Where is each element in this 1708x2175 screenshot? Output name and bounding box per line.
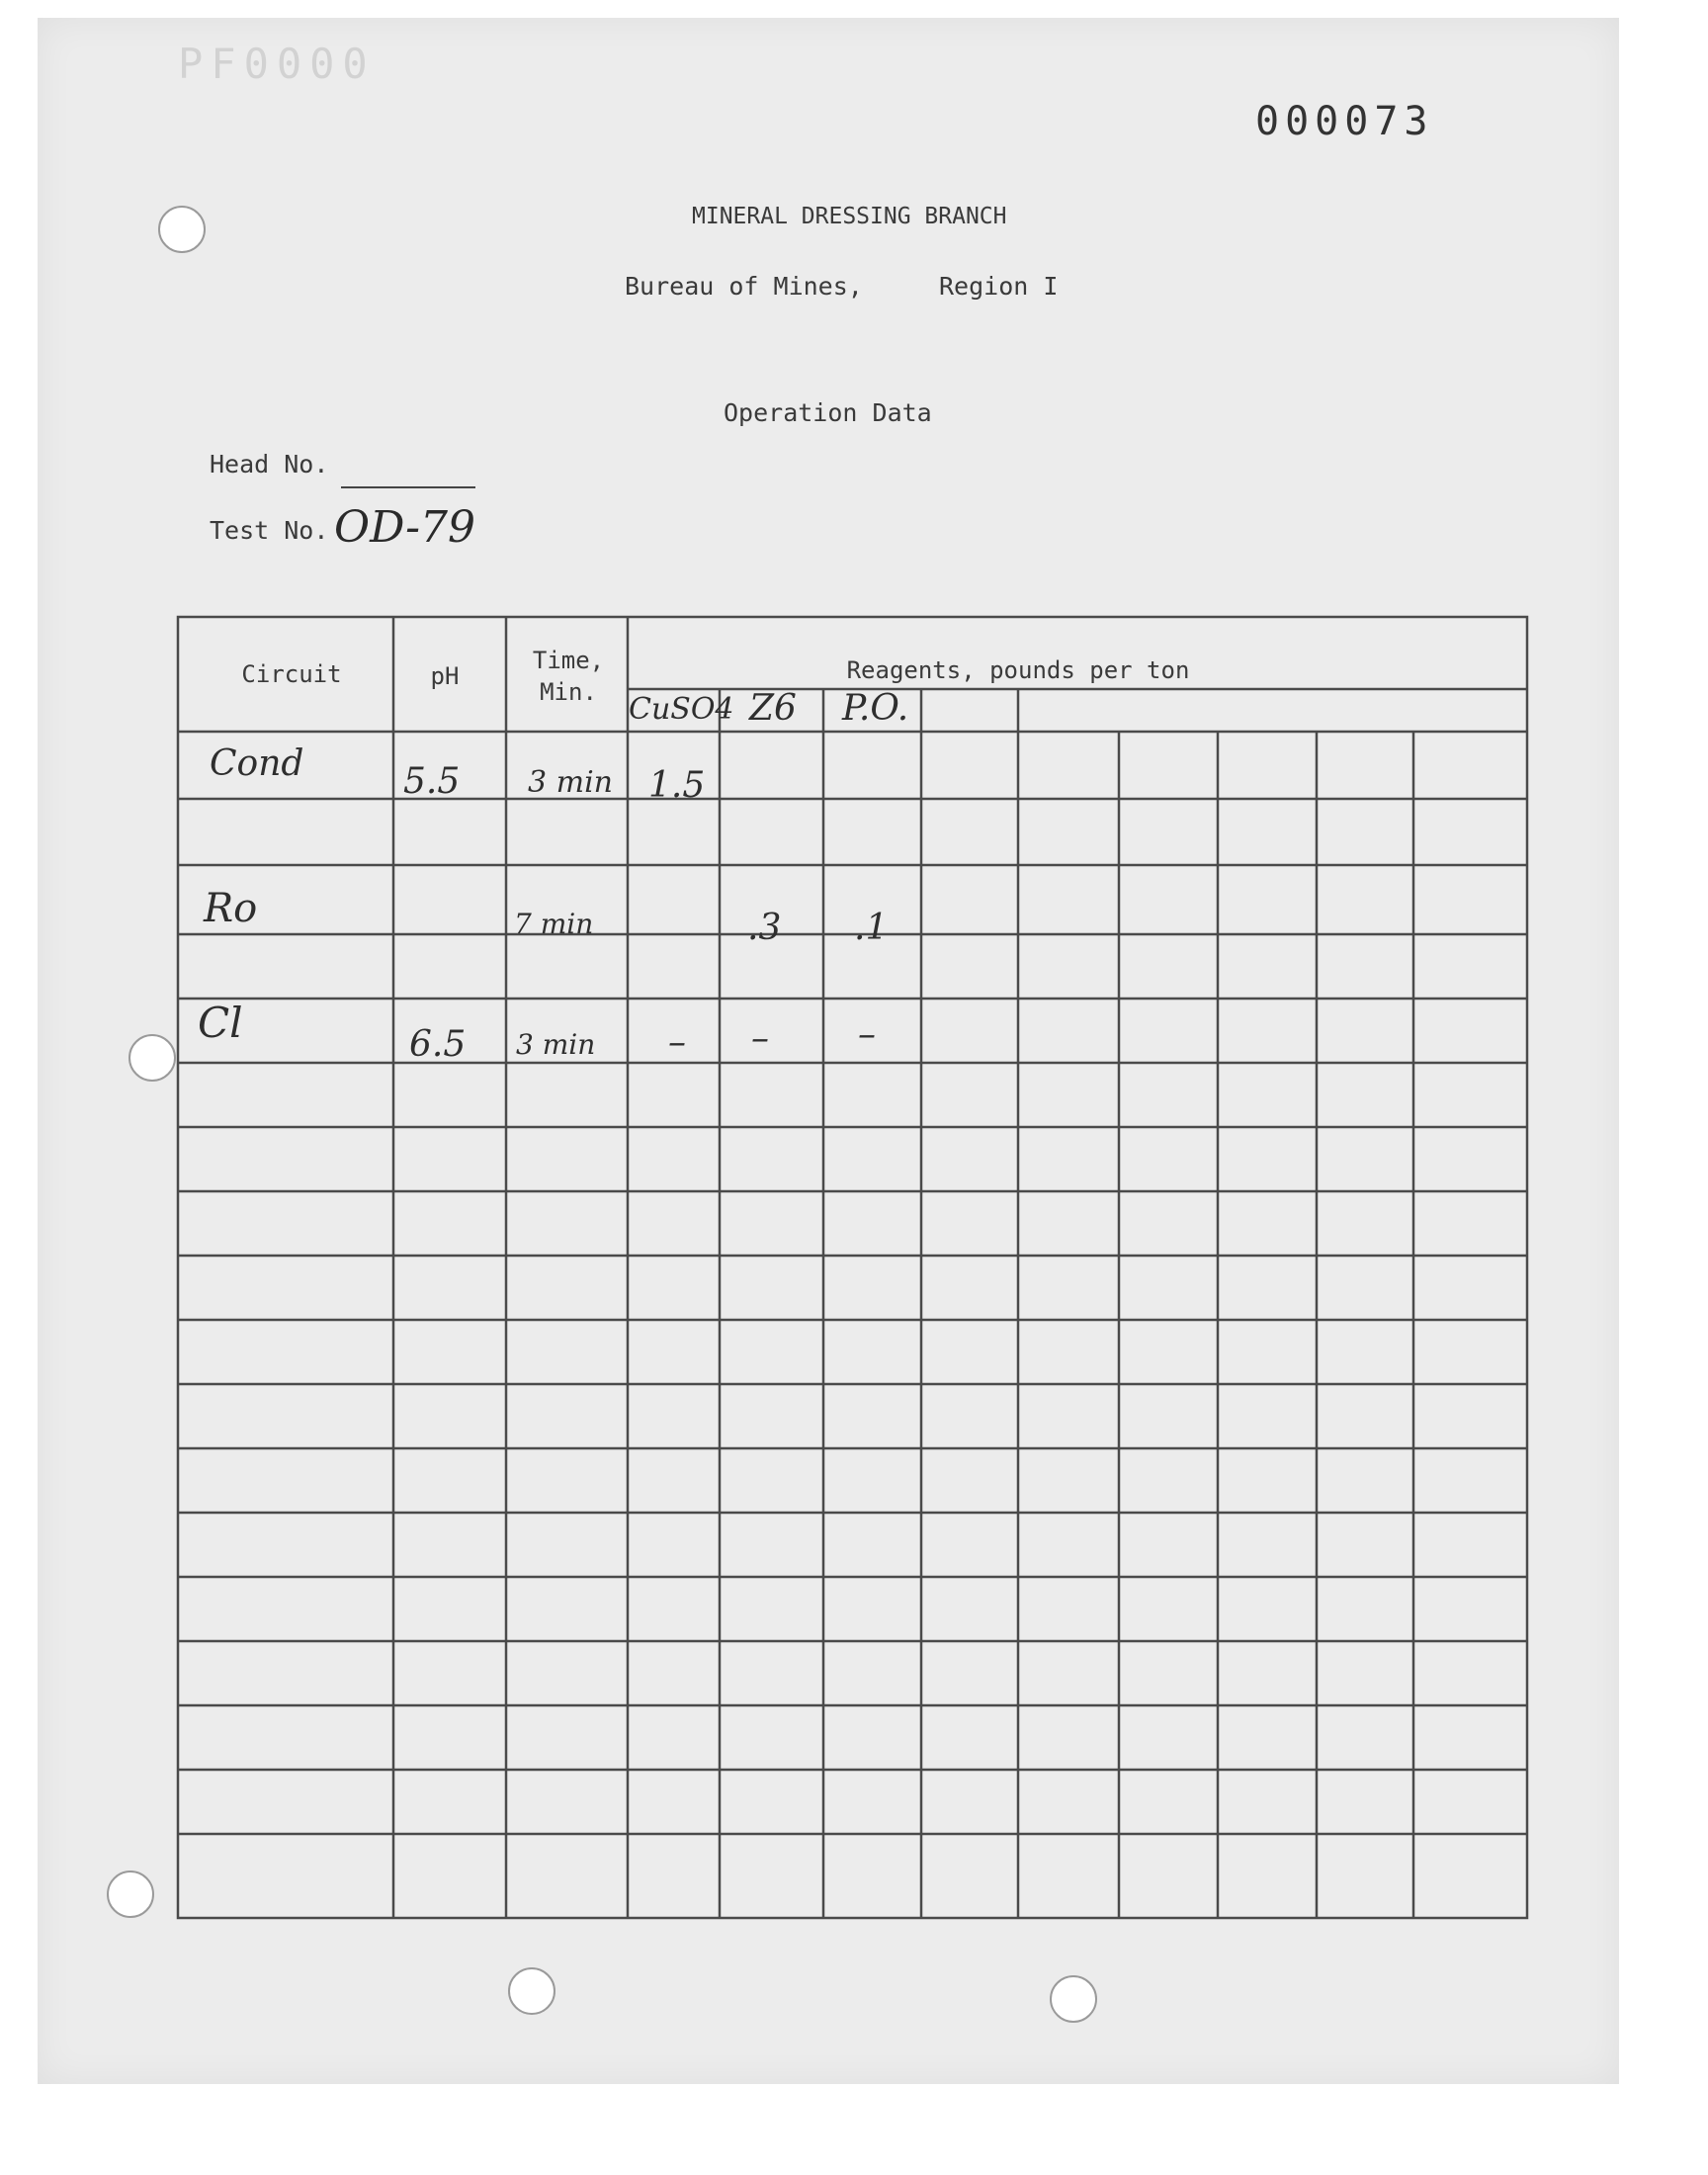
reagent-column-2: Z6 (749, 688, 797, 729)
row3-reagent-3: .1 (854, 908, 889, 948)
branch-heading: MINERAL DRESSING BRANCH (692, 204, 1007, 229)
reagent-column-3: P.O. (842, 688, 909, 729)
row3-circuit: Ro (204, 886, 258, 931)
head-no-label: Head No. (210, 450, 329, 478)
faint-stamp-number: PF0000 (178, 40, 376, 88)
region-label: Region I (939, 272, 1059, 301)
test-no-label: Test No. (210, 516, 329, 545)
header-circuit: Circuit (241, 660, 342, 688)
row5-circuit: Cl (198, 999, 243, 1047)
reagent-column-1: CuSO4 (629, 692, 734, 727)
row5-reagent-1: – (668, 1022, 686, 1063)
row1-circuit: Cond (210, 743, 304, 784)
test-no-value: OD-79 (334, 502, 476, 553)
header-time-line2: Min. (540, 678, 597, 706)
header-reagents: Reagents, pounds per ton (846, 656, 1190, 684)
header-time-line1: Time, (532, 647, 605, 674)
row1-reagent-1: 1.5 (648, 765, 706, 806)
document-number: 000073 (1255, 99, 1434, 144)
row5-reagent-3: – (858, 1014, 876, 1055)
row5-reagent-2: – (751, 1018, 769, 1059)
row3-time: 7 min (514, 908, 594, 940)
row3-reagent-2: .3 (747, 908, 782, 948)
form-title: Operation Data (724, 398, 932, 427)
row5-ph: 6.5 (409, 1024, 467, 1065)
header-ph: pH (430, 662, 460, 690)
row5-time: 3 min (516, 1028, 596, 1061)
row1-time: 3 min (528, 765, 613, 800)
row1-ph: 5.5 (403, 761, 461, 802)
agency-name: Bureau of Mines, (625, 272, 863, 301)
